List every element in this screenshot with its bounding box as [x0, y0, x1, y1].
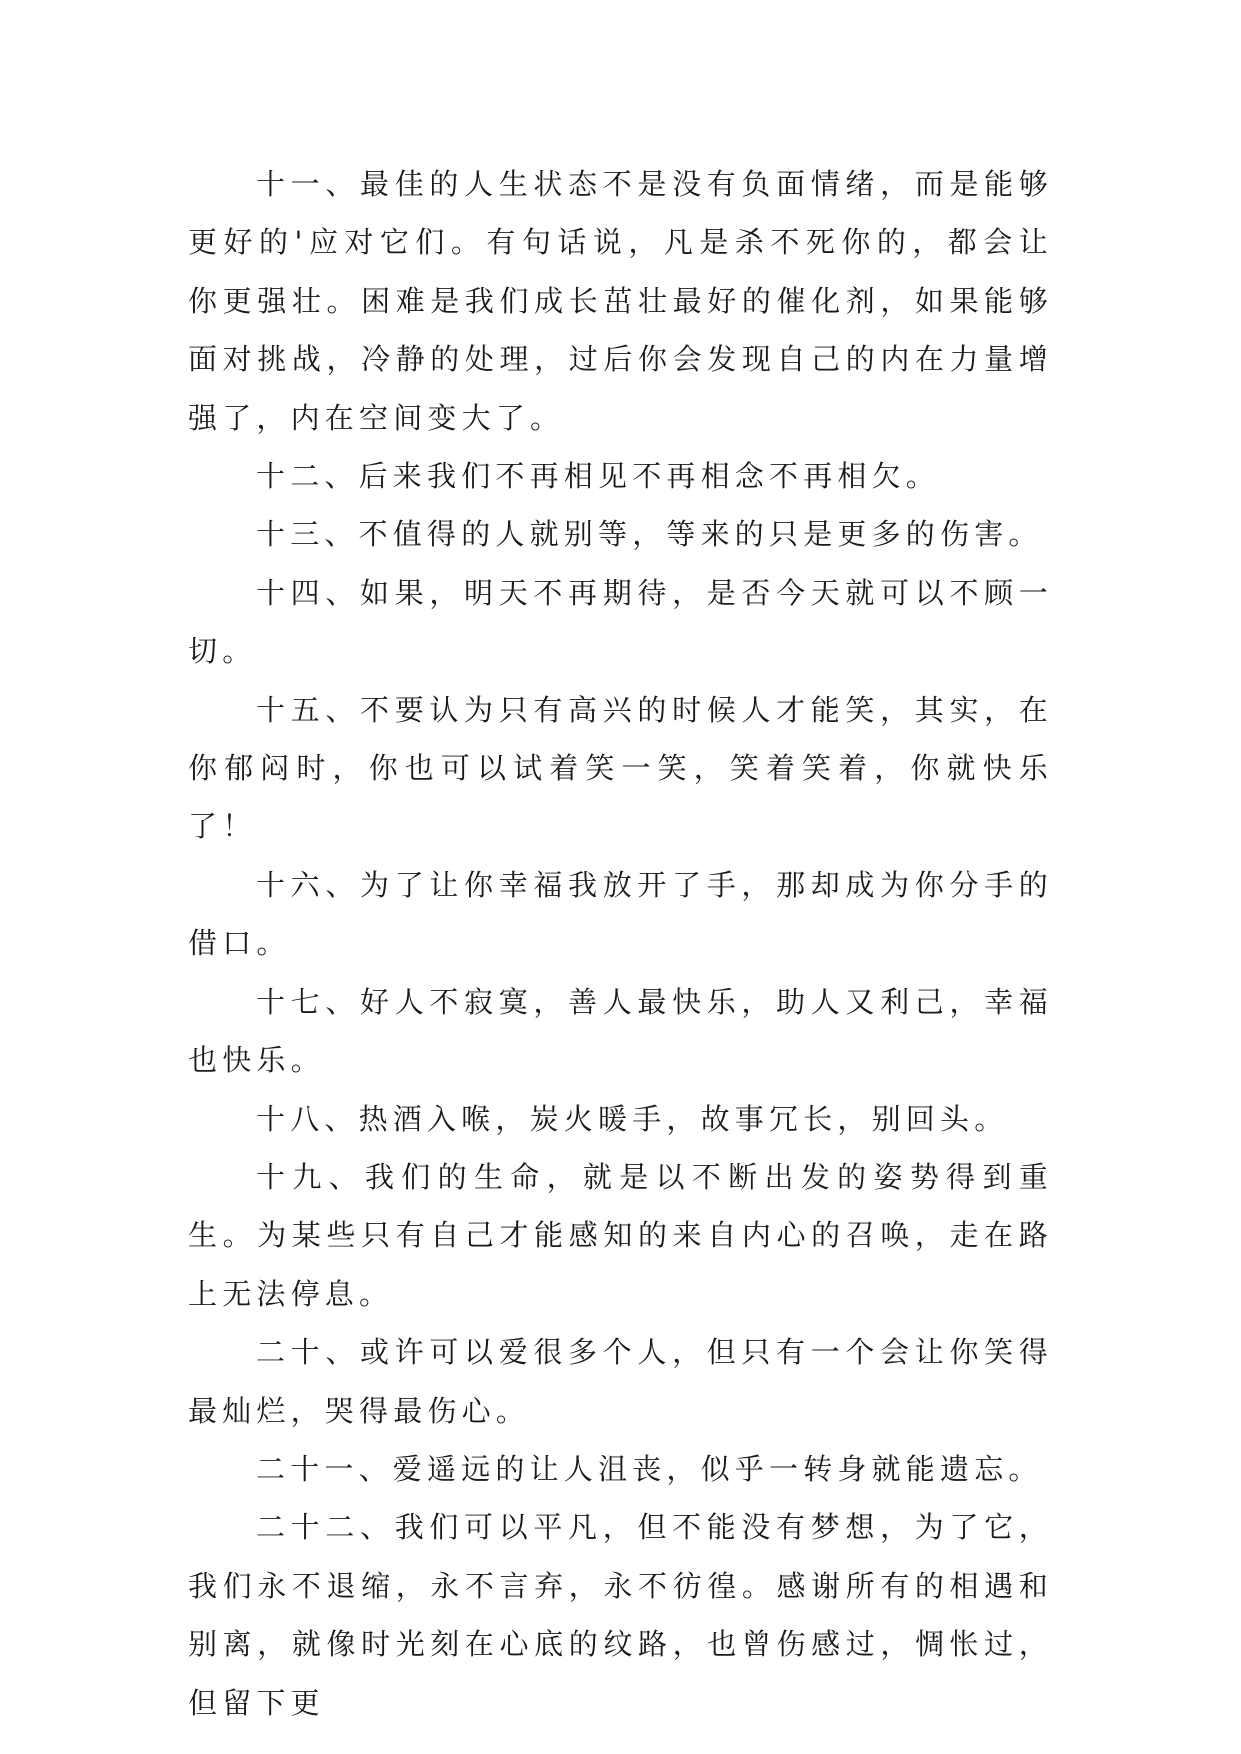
paragraph-13: 十三、不值得的人就别等，等来的只是更多的伤害。	[256, 517, 1043, 552]
document-body	[188, 155, 1053, 1732]
paragraph-19: 十九、我们的生命，就是以不断出发的姿势得到重生。为某些只有自己才能感知的来自内心的召唤，走在路上无法停息。	[188, 1159, 1053, 1311]
paragraph-20: 二十、或许可以爱很多个人，但只有一个会让你笑得最灿烂，哭得最伤心。	[188, 1335, 1053, 1428]
paragraph-18: 十八、热酒入喉，炭火暖手，故事冗长，别回头。	[256, 1101, 1009, 1136]
paragraph-11: 十一、最佳的人生状态不是没有负面情绪，而是能够更好的'应对它们。有句话说，凡是杀不死你的，都会让你更强壮。困难是我们成长茁壮最好的催化剂，如果能够面对挑战，冷静的处理，过后你会发现自己的内在力量增强了，内在空间变大了。	[188, 167, 1053, 435]
paragraph-14: 十四、如果，明天不再期待，是否今天就可以不顾一切。	[188, 575, 1053, 669]
paragraph-12: 十二、后来我们不再相见不再相念不再相欠。	[256, 459, 941, 494]
paragraph-17: 十七、好人不寂寞，善人最快乐，助人又利己，幸福也快乐。	[188, 984, 1053, 1078]
paragraph-15: 十五、不要认为只有高兴的时候人才能笑，其实，在你郁闷时，你也可以试着笑一笑，笑着笑着，你就快乐了！	[188, 692, 1053, 844]
paragraph-22: 二十二、我们可以平凡，但不能没有梦想，为了它，我们永不退缩，永不言弃，永不彷徨。感谢所有的相遇和别离，就像时光刻在心底的纹路，也曾伤感过，惆怅过，但留下更	[188, 1510, 1053, 1720]
paragraph-16: 十六、为了让你幸福我放开了手，那却成为你分手的借口。	[188, 867, 1053, 961]
paragraph-21: 二十一、爱遥远的让人沮丧，似乎一转身就能遗忘。	[256, 1451, 1043, 1486]
